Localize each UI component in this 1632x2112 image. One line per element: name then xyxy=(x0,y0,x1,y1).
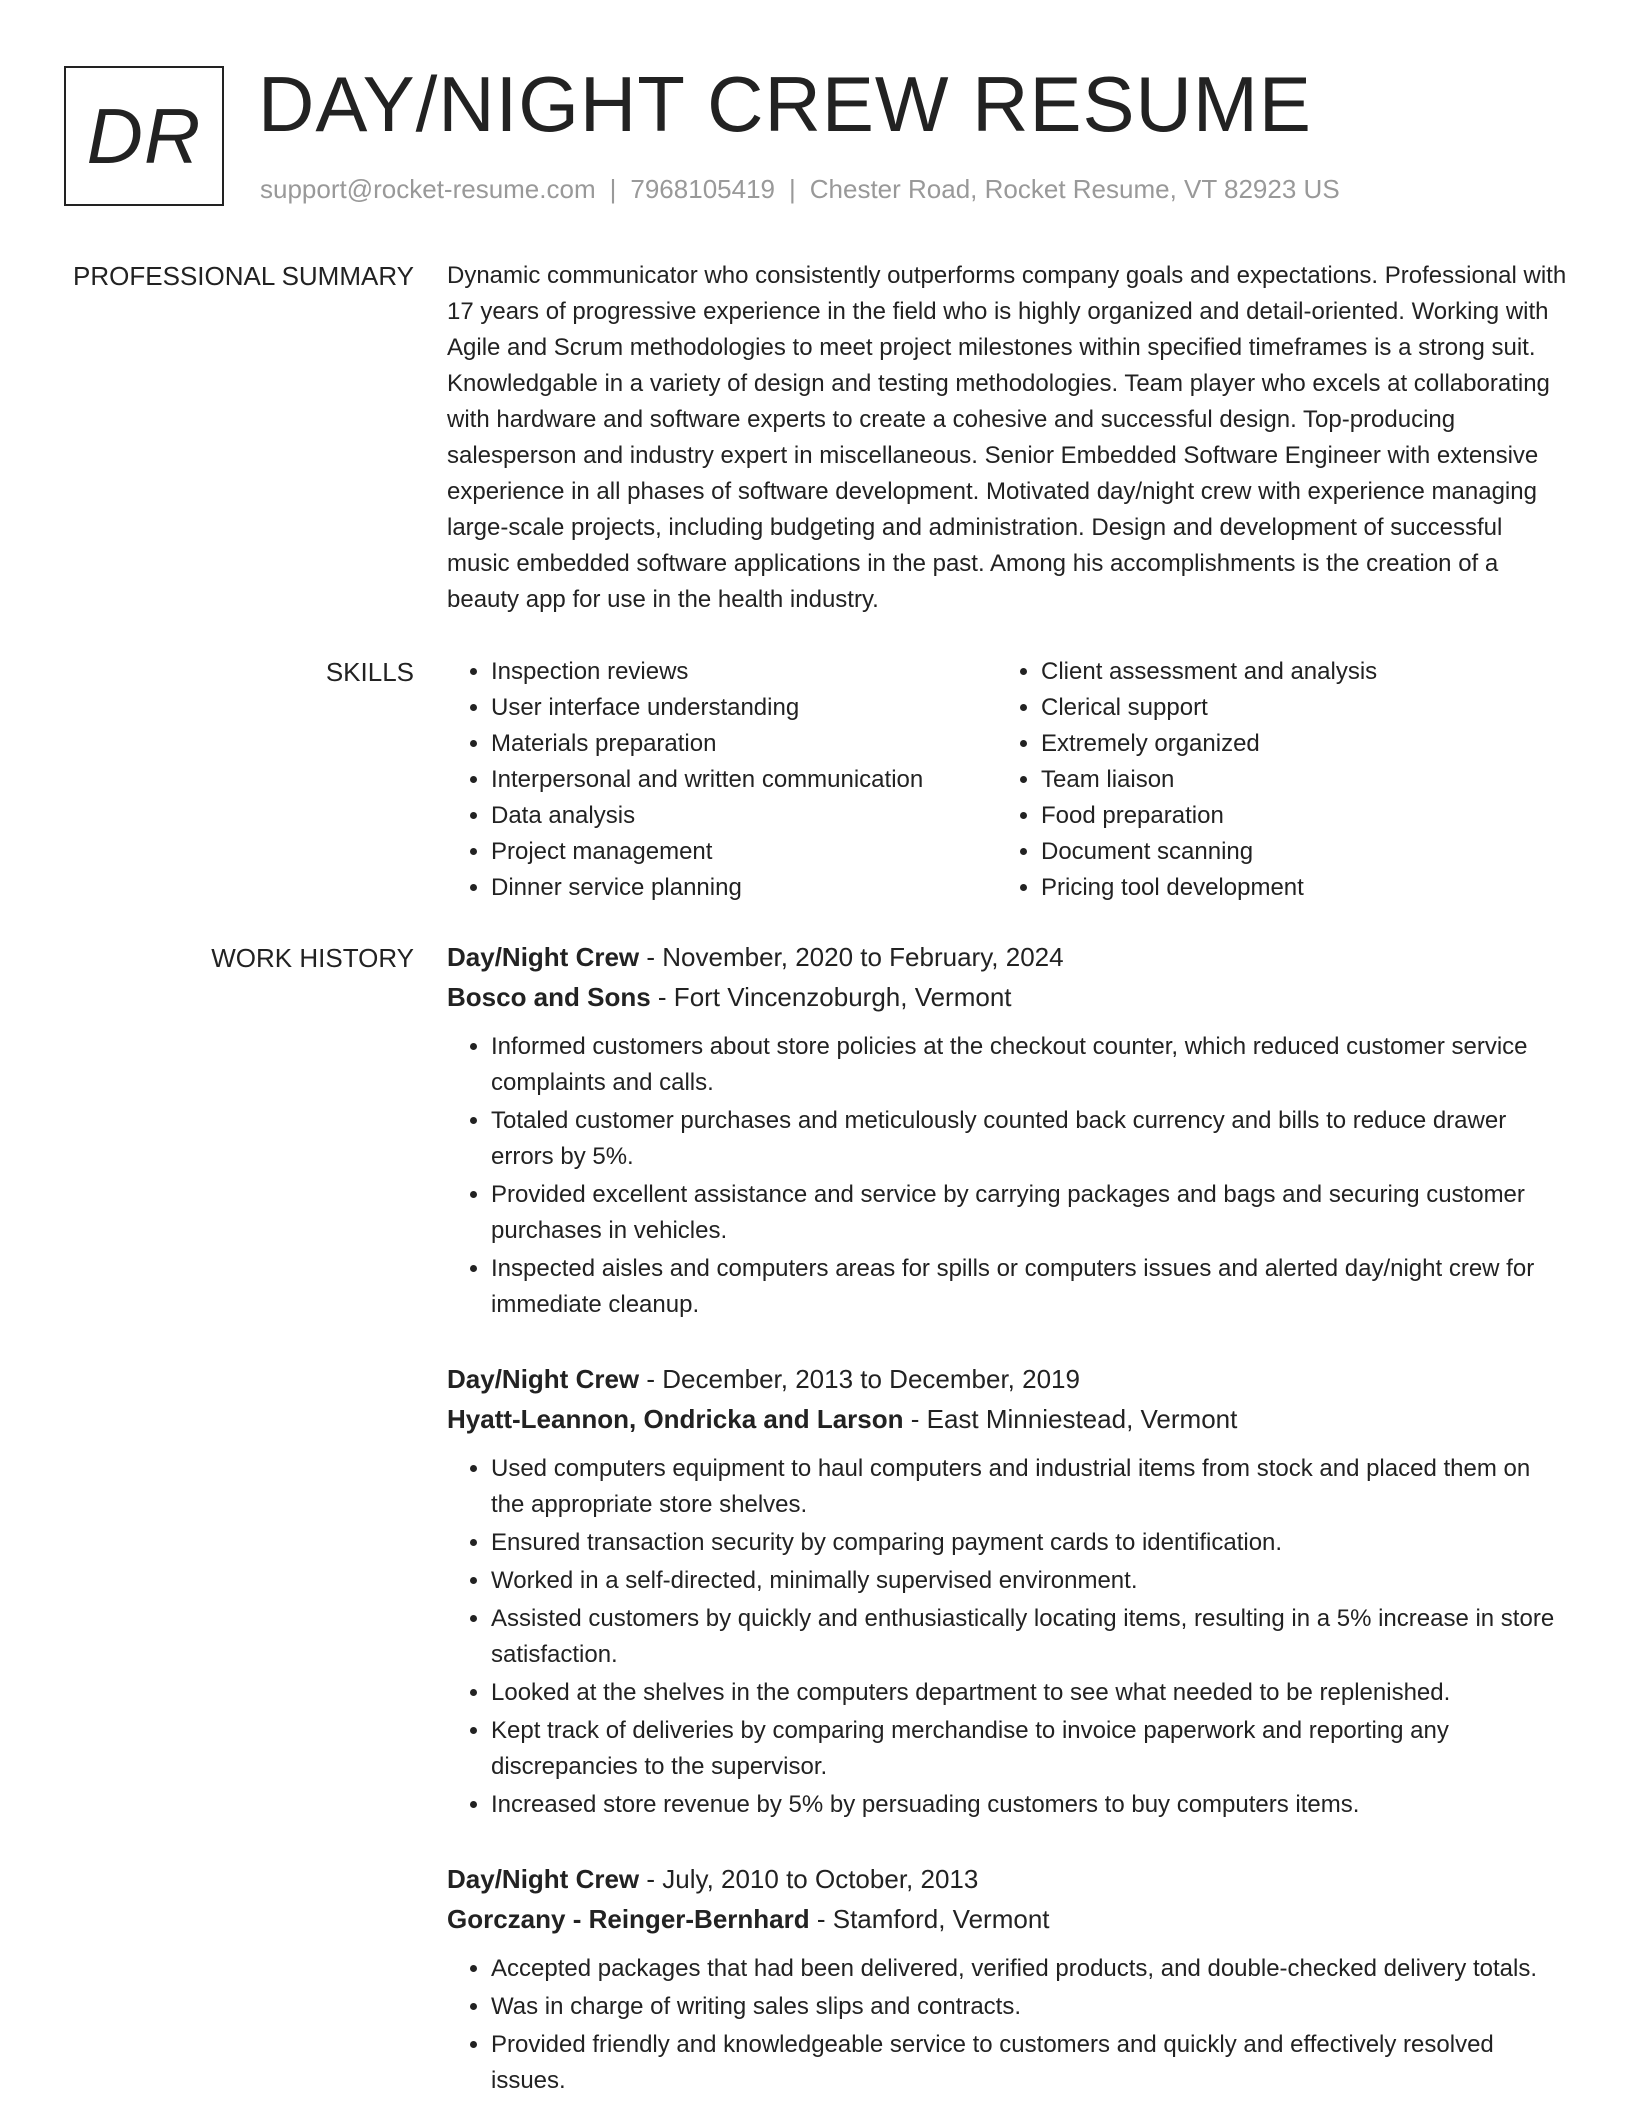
job-title-line xyxy=(447,937,1567,977)
resume-header xyxy=(64,60,1584,216)
summary-text: Dynamic communicator who consistently outperforms company goals and expectations. Professional with 17 years of progressive experience in the field who is highly organized and detail-oriented. Working with Agile and Scrum methodologies to meet project milestones within specified timeframes is a strong suit. Knowledgable in a variety of design and testing methodologies. Team player who excels at collaborating with hardware and software experts to create a cohesive and successful design. Top-producing salesperson and industry expert in miscellaneous. Senior Embedded Software Engineer with extensive experience in all phases of software development. Motivated day/night crew with experience managing large-scale projects, including budgeting and administration. Design and development of successful music embedded software applications in the past. Among his accomplishments is the creation of a beauty app for use in the health industry. xyxy=(447,262,1567,613)
monogram-logo: DR xyxy=(64,66,224,206)
skill-item: • Materials preparation xyxy=(491,726,997,762)
skill-item: • User interface understanding xyxy=(491,690,997,726)
skills-section xyxy=(64,654,1584,914)
job-bullets xyxy=(447,1451,1567,1823)
skills-column-left xyxy=(447,654,997,906)
skills-grid xyxy=(447,654,1567,906)
job-title-line xyxy=(447,1859,1567,1899)
job-bullet: • Was in charge of writing sales slips and contracts. xyxy=(491,1989,1567,2025)
resume-title: DAY/NIGHT CREW RESUME xyxy=(258,60,1312,148)
contact-phone: 7968105419 xyxy=(630,174,775,204)
job-bullet: • Inspected aisles and computers areas for spills or computers issues and alerted day/night crew for immediate cleanup. xyxy=(491,1251,1567,1323)
job-role: Day/Night Crew xyxy=(447,1864,640,1894)
skill-item: • Team liaison xyxy=(1041,762,1547,798)
job-company: Hyatt-Leannon, Ondricka and Larson xyxy=(447,1404,904,1434)
work-history-title: WORK HISTORY xyxy=(211,943,414,973)
skills-column-right xyxy=(997,654,1547,906)
job-location: - East Minniestead, Vermont xyxy=(903,1404,1238,1434)
job-bullets xyxy=(447,1951,1567,2099)
job-entry xyxy=(447,1859,1567,2099)
job-company: Gorczany - Reinger-Bernhard xyxy=(447,1904,810,1934)
job-dates: - July, 2010 to October, 2013 xyxy=(639,1864,979,1894)
job-bullet: • Totaled customer purchases and meticulously counted back currency and bills to reduce drawer errors by 5%. xyxy=(491,1103,1567,1175)
contact-email: support@rocket-resume.com xyxy=(260,174,596,204)
job-bullet: • Used computers equipment to haul computers and industrial items from stock and placed them on the appropriate store shelves. xyxy=(491,1451,1567,1523)
skill-item: • Client assessment and analysis xyxy=(1041,654,1547,690)
job-bullet: • Accepted packages that had been delivered, verified products, and double-checked delivery totals. xyxy=(491,1951,1567,1987)
summary-title: PROFESSIONAL SUMMARY xyxy=(73,261,414,291)
job-bullets xyxy=(447,1029,1567,1323)
skill-item: • Inspection reviews xyxy=(491,654,997,690)
contact-line xyxy=(260,174,1340,205)
skill-item: • Interpersonal and written communication xyxy=(491,762,997,798)
contact-separator: | xyxy=(789,174,796,204)
job-dates: - November, 2020 to February, 2024 xyxy=(639,942,1064,972)
job-role: Day/Night Crew xyxy=(447,1364,640,1394)
skill-item: • Pricing tool development xyxy=(1041,870,1547,906)
skills-title: SKILLS xyxy=(325,657,414,687)
job-bullet: • Looked at the shelves in the computers department to see what needed to be replenished. xyxy=(491,1675,1567,1711)
job-bullet: • Informed customers about store policies at the checkout counter, which reduced customer service complaints and calls. xyxy=(491,1029,1567,1101)
job-bullet: • Provided excellent assistance and service by carrying packages and bags and securing customer purchases in vehicles. xyxy=(491,1177,1567,1249)
skill-item: • Dinner service planning xyxy=(491,870,997,906)
skill-item: • Extremely organized xyxy=(1041,726,1547,762)
contact-separator: | xyxy=(609,174,617,204)
job-company-line xyxy=(447,1399,1567,1439)
job-dates: - December, 2013 to December, 2019 xyxy=(639,1364,1080,1394)
work-history-section xyxy=(64,940,1584,2112)
job-bullet: • Kept track of deliveries by comparing merchandise to invoice paperwork and reporting any discrepancies to the supervisor. xyxy=(491,1713,1567,1785)
summary-body xyxy=(447,258,1567,618)
skill-item: • Food preparation xyxy=(1041,798,1547,834)
job-entry xyxy=(447,937,1567,1323)
job-bullet: • Increased store revenue by 5% by persuading customers to buy computers items. xyxy=(491,1787,1567,1823)
summary-section xyxy=(64,258,1584,628)
job-bullet: • Ensured transaction security by comparing payment cards to identification. xyxy=(491,1525,1567,1561)
job-title-line xyxy=(447,1359,1567,1399)
job-bullet: • Provided friendly and knowledgeable service to customers and quickly and effectively resolved issues. xyxy=(491,2027,1567,2099)
job-bullet: • Assisted customers by quickly and enthusiastically locating items, resulting in a 5% increase in store satisfaction. xyxy=(491,1601,1567,1673)
skill-item: • Data analysis xyxy=(491,798,997,834)
skills-body xyxy=(447,654,1567,906)
skill-item: • Project management xyxy=(491,834,997,870)
job-company: Bosco and Sons xyxy=(447,982,651,1012)
job-company-line xyxy=(447,977,1567,1017)
job-location: - Fort Vincenzoburgh, Vermont xyxy=(650,982,1012,1012)
job-entry xyxy=(447,1359,1567,1823)
work-history-body xyxy=(447,937,1567,2112)
job-company-line xyxy=(447,1899,1567,1939)
contact-address: Chester Road, Rocket Resume, VT 82923 US xyxy=(809,174,1340,204)
skill-item: • Clerical support xyxy=(1041,690,1547,726)
skill-item: • Document scanning xyxy=(1041,834,1547,870)
job-bullet: • Worked in a self-directed, minimally supervised environment. xyxy=(491,1563,1567,1599)
job-location: - Stamford, Vermont xyxy=(809,1904,1050,1934)
job-role: Day/Night Crew xyxy=(447,942,640,972)
